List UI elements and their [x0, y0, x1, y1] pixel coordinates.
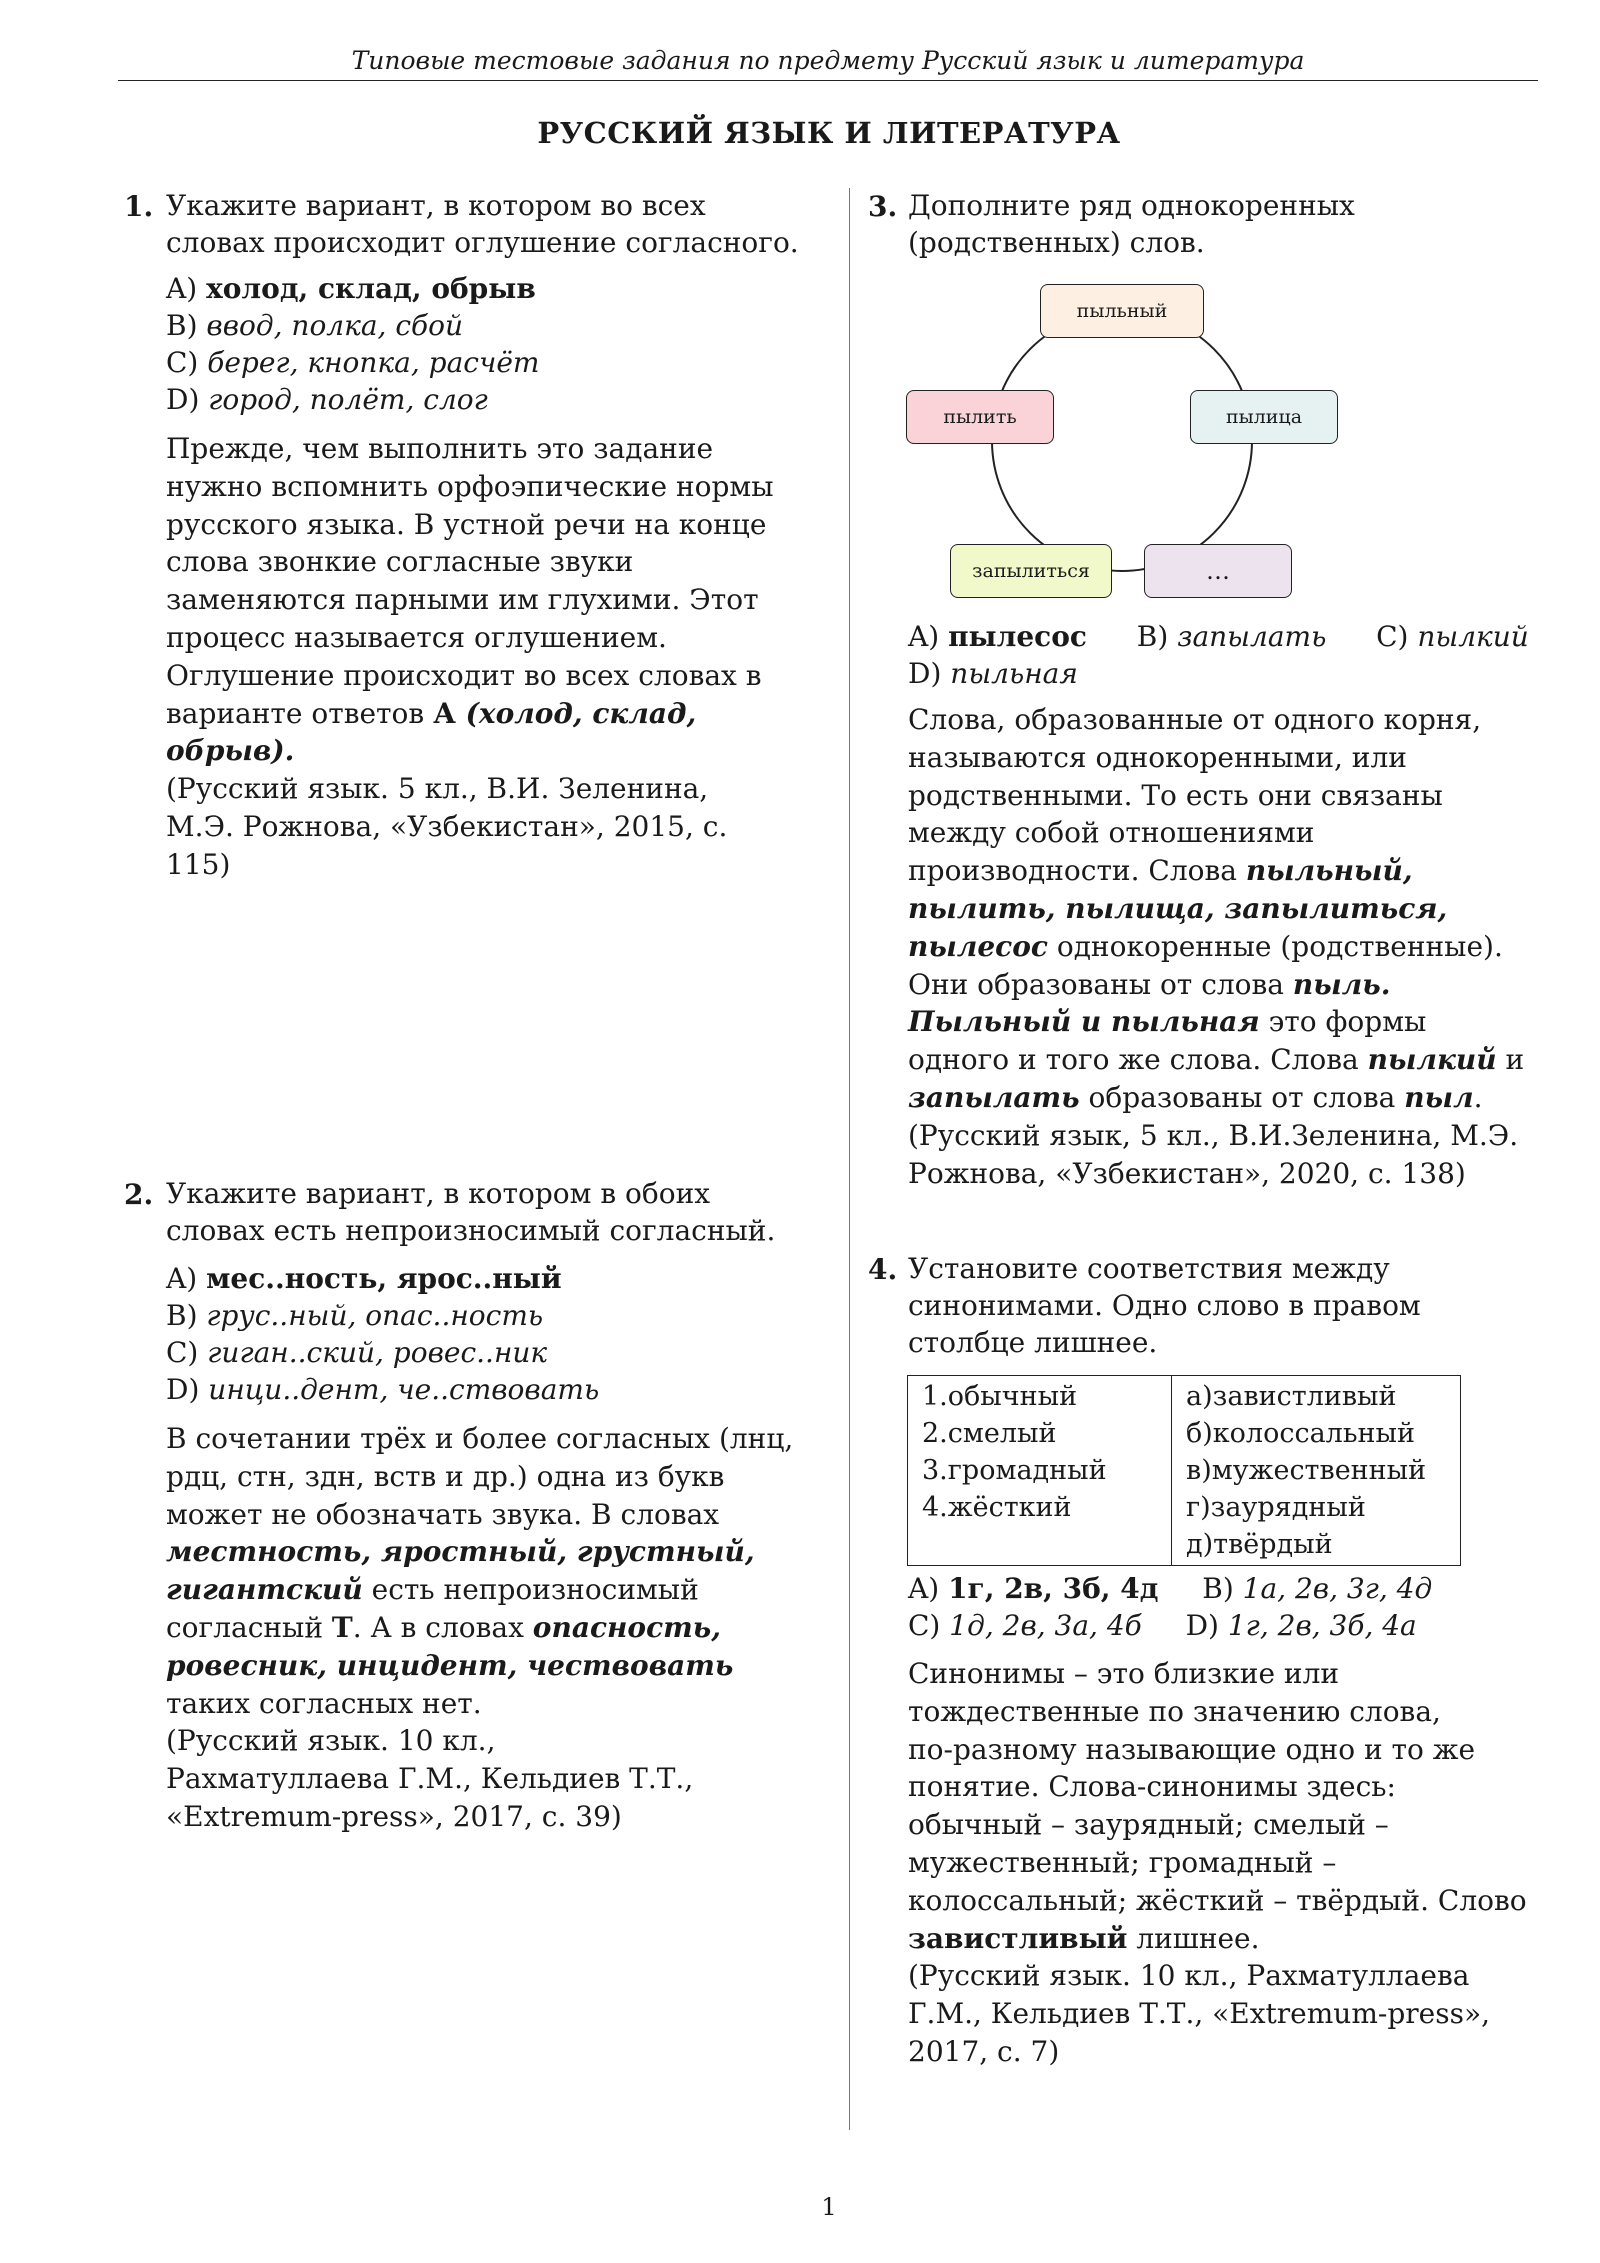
- option-label: A): [908, 620, 940, 653]
- word-family-diagram: [892, 276, 1352, 606]
- options-list: [908, 1570, 1432, 1644]
- source-line: (Русский язык, 5 кл., В.И.Зеленина, М.Э.: [908, 1118, 1519, 1152]
- page-title: РУССКИЙ ЯЗЫК И ЛИТЕРАТУРА: [537, 116, 1121, 150]
- answer-letter: А: [433, 696, 456, 730]
- option-value: ввод, полка, сбой: [206, 309, 463, 342]
- example-word: пыль.: [1292, 967, 1391, 1001]
- explanation-line: [908, 1920, 1527, 1958]
- option-a[interactable]: [908, 620, 1087, 653]
- text: производности. Слова: [908, 854, 1246, 888]
- option-label: B): [166, 309, 198, 342]
- option-value: пылкий: [1417, 620, 1529, 653]
- explanation-line: между собой отношениями: [908, 816, 1315, 850]
- option-label: C): [908, 1609, 941, 1642]
- text: образованы от слова: [1079, 1080, 1405, 1114]
- diagram-node-missing: …: [1144, 544, 1292, 598]
- option-b[interactable]: [1137, 620, 1327, 653]
- question-text-line: Укажите вариант, в котором во всех: [166, 189, 706, 222]
- explanation-line: [908, 1079, 1524, 1117]
- example-words: пылить, пылища, запылиться,: [908, 891, 1448, 925]
- options-list: [908, 618, 1529, 692]
- explanation: [166, 1420, 793, 1836]
- option-value: запылать: [1177, 620, 1327, 653]
- source-line: (Русский язык. 10 кл.,: [166, 1724, 496, 1758]
- header-rule: [118, 80, 1538, 81]
- option-value: город, полёт, слог: [208, 383, 488, 416]
- text: это формы: [1259, 1005, 1427, 1039]
- example-word: опасность,: [532, 1610, 721, 1644]
- options-list: [166, 1260, 599, 1408]
- explanation-line: [166, 1571, 793, 1609]
- text: лишнее.: [1127, 1921, 1260, 1955]
- question-text-line: словах есть непроизносимый согласный.: [166, 1214, 776, 1247]
- option-b[interactable]: [1202, 1572, 1432, 1605]
- text: . А в словах: [352, 1610, 533, 1644]
- option-a[interactable]: [166, 1260, 599, 1297]
- explanation-line: слова звонкие согласные звуки: [166, 545, 634, 579]
- example-word: гигантский: [166, 1573, 363, 1607]
- page-number: 1: [821, 2193, 837, 2221]
- right-column: [1172, 1376, 1461, 1566]
- option-b[interactable]: [166, 1297, 599, 1334]
- explanation-line: таких согласных нет.: [166, 1686, 482, 1720]
- table-cell: 4.жёсткий: [922, 1492, 1072, 1523]
- table-cell: д)твёрдый: [1186, 1529, 1333, 1560]
- example-words: Пыльный и пыльная: [908, 1005, 1260, 1039]
- source-line: Г.М., Кельдиев Т.Т., «Extremum-press»,: [908, 1997, 1490, 2031]
- explanation-line: [166, 1609, 793, 1647]
- explanation-line: [166, 695, 773, 733]
- option-value: 1д, 2в, 3а, 4б: [949, 1609, 1142, 1642]
- option-label: D): [1185, 1609, 1219, 1642]
- text: и: [1496, 1043, 1525, 1077]
- left-column: [908, 1376, 1172, 1566]
- letter: Т: [331, 1610, 353, 1644]
- diagram-node: запылиться: [950, 544, 1112, 598]
- table-cell: г)заурядный: [1186, 1492, 1366, 1523]
- option-label: A): [166, 272, 198, 305]
- option-b[interactable]: [166, 307, 539, 344]
- source-line: М.Э. Рожнова, «Узбекистан», 2015, с.: [166, 809, 728, 843]
- question-text-line: Укажите вариант, в котором в обоих: [166, 1177, 711, 1210]
- source-line: 115): [166, 847, 231, 881]
- diagram-node: пылица: [1190, 390, 1338, 444]
- option-a[interactable]: [908, 1572, 1158, 1605]
- option-label: A): [908, 1572, 940, 1605]
- question-text: [908, 1250, 1421, 1361]
- option-a[interactable]: [166, 270, 539, 307]
- explanation-line: [908, 1003, 1524, 1041]
- option-label: C): [166, 1336, 199, 1369]
- option-value: грус..ный, опас..ность: [206, 1299, 544, 1332]
- explanation-line: [908, 966, 1524, 1004]
- example-word: пылкий: [1367, 1043, 1497, 1077]
- question-text-line: Установите соответствия между: [908, 1252, 1390, 1285]
- question-number: 1.: [124, 190, 154, 223]
- source-line: Рахматуллаева Г.М., Кельдиев Т.Т.,: [166, 1762, 694, 1796]
- option-label: B): [1136, 620, 1169, 653]
- text: есть непроизносимый: [362, 1573, 699, 1607]
- explanation-line: [908, 852, 1524, 890]
- question-text-line: столбце лишнее.: [908, 1326, 1158, 1359]
- question-text-line: словах происходит оглушение согласного.: [166, 226, 799, 259]
- example-word: пыл: [1404, 1080, 1474, 1114]
- explanation-line: нужно вспомнить орфоэпические нормы: [166, 469, 774, 503]
- example-word: запылать: [908, 1080, 1080, 1114]
- table-cell: б)колоссальный: [1186, 1418, 1415, 1449]
- explanation: [908, 701, 1524, 1192]
- text: варианте ответов: [166, 696, 434, 730]
- synonym-table: [907, 1375, 1461, 1566]
- example-words: местность, яростный, грустный,: [166, 1535, 755, 1569]
- option-value: инци..дент, че..ствовать: [208, 1373, 600, 1406]
- option-value: берег, кнопка, расчёт: [207, 346, 540, 379]
- diagram-node: пыльный: [1040, 284, 1204, 338]
- running-header: Типовые тестовые задания по предмету Русский язык и литература: [351, 46, 1305, 75]
- explanation-line: обычный – заурядный; смелый –: [908, 1808, 1389, 1842]
- explanation-line: по-разному называющие одно и то же: [908, 1732, 1476, 1766]
- table-cell: 2.смелый: [922, 1418, 1057, 1449]
- explanation-line: колоссальный; жёсткий – твёрдый. Слово: [908, 1883, 1527, 1917]
- option-d[interactable]: [166, 381, 539, 418]
- option-value: гиган..ский, ровес..ник: [207, 1336, 548, 1369]
- option-c[interactable]: [166, 1334, 599, 1371]
- option-d[interactable]: [908, 657, 1078, 690]
- option-label: D): [166, 383, 200, 416]
- explanation-line: [908, 928, 1524, 966]
- source-line: 2017, с. 7): [908, 2034, 1060, 2068]
- source-line: (Русский язык. 10 кл., Рахматуллаева: [908, 1959, 1470, 1993]
- option-c[interactable]: [166, 344, 539, 381]
- explanation-line: Слова, образованные от одного корня,: [908, 703, 1482, 736]
- question-text: [908, 187, 1355, 261]
- option-label: B): [166, 1299, 198, 1332]
- example-words: ровесник, инцидент, чествовать: [166, 1648, 734, 1682]
- extra-word: завистливый: [908, 1921, 1128, 1955]
- question-number: 2.: [124, 1178, 154, 1211]
- question-number: 3.: [868, 190, 898, 223]
- question-text: [166, 1175, 775, 1249]
- example-word: пылесос: [908, 929, 1048, 963]
- source-line: «Extremum-press», 2017, с. 39): [166, 1799, 622, 1833]
- answer-words: (холод, склад,: [455, 696, 697, 730]
- explanation-line: понятие. Слова-синонимы здесь:: [908, 1770, 1396, 1804]
- text: .: [1473, 1080, 1483, 1114]
- table-cell: в)мужественный: [1186, 1455, 1427, 1486]
- text: Они образованы от слова: [908, 967, 1293, 1001]
- question-number: 4.: [868, 1253, 898, 1286]
- question-text-line: (родственных) слов.: [908, 226, 1205, 259]
- table-cell: 3.громадный: [922, 1455, 1107, 1486]
- answer-words: обрыв).: [166, 734, 295, 768]
- table-cell: 1.обычный: [922, 1381, 1078, 1412]
- explanation-line: [908, 1041, 1524, 1079]
- explanation: [166, 430, 773, 884]
- option-value: 1г, 2в, 3б, 4д: [948, 1572, 1159, 1605]
- text: согласный: [166, 1610, 332, 1644]
- option-label: D): [908, 657, 942, 690]
- explanation-line: Прежде, чем выполнить это задание: [166, 432, 714, 465]
- source-line: Рожнова, «Узбекистан», 2020, с. 138): [908, 1156, 1466, 1190]
- question-text: [166, 187, 799, 261]
- explanation-line: тождественные по значению слова,: [908, 1694, 1441, 1728]
- explanation-line: процесс называется оглушением.: [166, 620, 667, 654]
- question-text-line: Дополните ряд однокоренных: [908, 189, 1355, 222]
- explanation-line: называются однокоренными, или: [908, 740, 1407, 774]
- table-cell: а)завистливый: [1186, 1381, 1397, 1412]
- explanation-line: может не обозначать звука. В словах: [166, 1497, 720, 1531]
- option-value: 1г, 2в, 3б, 4а: [1227, 1609, 1417, 1642]
- explanation-line: родственными. То есть они связаны: [908, 778, 1443, 812]
- option-d[interactable]: [166, 1371, 599, 1408]
- text: однокоренные (родственные).: [1047, 929, 1503, 963]
- column-divider: [849, 188, 850, 2130]
- option-value: 1а, 2в, 3г, 4д: [1242, 1572, 1433, 1605]
- source-line: (Русский язык. 5 кл., В.И. Зеленина,: [166, 772, 709, 806]
- explanation: [908, 1655, 1527, 2071]
- option-value: пылесос: [948, 620, 1087, 653]
- option-value: холод, склад, обрыв: [206, 272, 536, 305]
- explanation-line: мужественный; громадный –: [908, 1845, 1337, 1879]
- explanation-line: Оглушение происходит во всех словах в: [166, 658, 762, 692]
- option-d[interactable]: [1186, 1609, 1417, 1642]
- option-value: мес..ность, ярос..ный: [206, 1262, 562, 1295]
- option-label: A): [166, 1262, 198, 1295]
- diagram-node: пылить: [906, 390, 1054, 444]
- explanation-line: рдц, стн, здн, вств и др.) одна из букв: [166, 1459, 725, 1493]
- example-word: пыльный,: [1245, 854, 1413, 888]
- options-list: [166, 270, 539, 418]
- option-label: B): [1202, 1572, 1234, 1605]
- option-label: C): [1376, 620, 1409, 653]
- explanation-line: русского языка. В устной речи на конце: [166, 507, 767, 541]
- option-value: пыльная: [950, 657, 1078, 690]
- option-label: C): [166, 346, 199, 379]
- option-c[interactable]: [1376, 620, 1529, 653]
- text: одного и того же слова. Слова: [908, 1043, 1368, 1077]
- question-text-line: синонимами. Одно слово в правом: [908, 1289, 1421, 1322]
- option-label: D): [166, 1373, 200, 1406]
- explanation-line: заменяются парными им глухими. Этот: [166, 583, 759, 617]
- explanation-line: Синонимы – это близкие или: [908, 1657, 1340, 1690]
- explanation-line: В сочетании трёх и более согласных (лнц,: [166, 1422, 794, 1455]
- option-c[interactable]: [908, 1609, 1142, 1642]
